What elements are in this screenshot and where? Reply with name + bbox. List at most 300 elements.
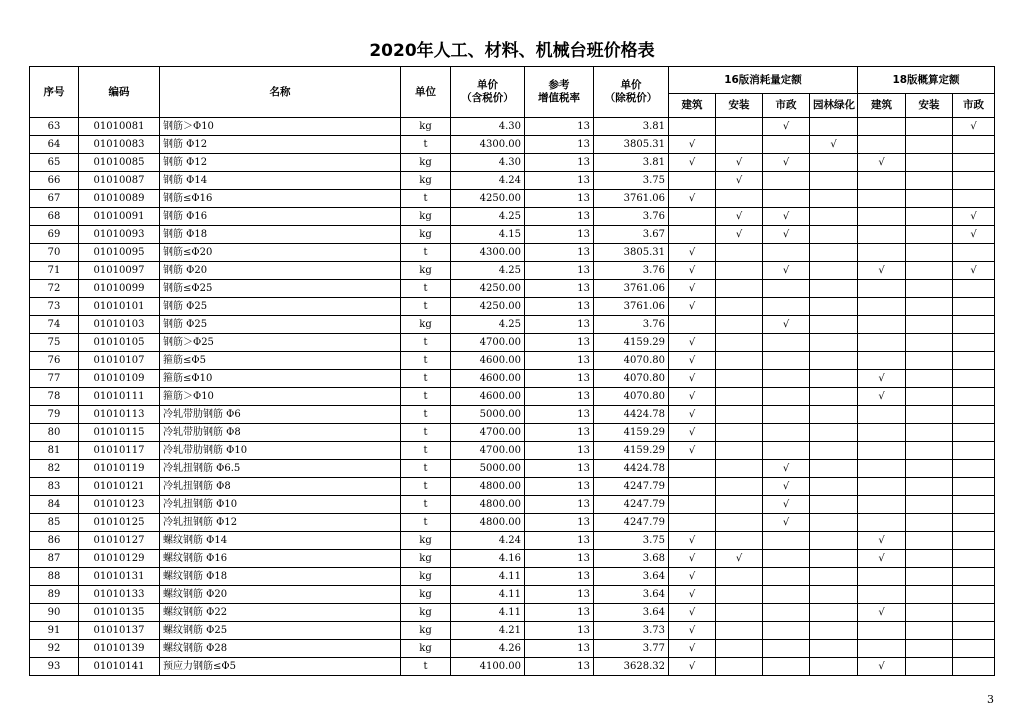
check-16-install	[716, 208, 763, 226]
check-mark-icon: √	[688, 535, 696, 546]
cell-price-tax-incl: 4800.00	[451, 478, 525, 496]
table-row	[30, 334, 995, 352]
cell-name: 冷轧带肋钢筋 Φ8	[160, 424, 401, 442]
cell-code: 01010107	[79, 352, 160, 370]
check-16-municipal	[763, 622, 810, 640]
check-16-municipal	[763, 550, 810, 568]
header-price-tax-incl-line2: （含税价）	[461, 92, 514, 104]
check-16-municipal	[763, 406, 810, 424]
check-18-install	[906, 118, 953, 136]
check-16-install	[716, 550, 763, 568]
cell-seq: 67	[30, 190, 79, 208]
check-18-install	[906, 190, 953, 208]
check-18-municipal	[953, 352, 995, 370]
check-16-landscape	[810, 190, 858, 208]
cell-price-tax-excl: 3.68	[594, 550, 669, 568]
cell-seq: 89	[30, 586, 79, 604]
check-16-building	[669, 406, 716, 424]
cell-price-tax-excl: 3.77	[594, 640, 669, 658]
check-18-building	[858, 136, 906, 154]
check-mark-icon: √	[782, 499, 790, 510]
header-price-tax-excl	[594, 67, 669, 118]
check-16-building	[669, 136, 716, 154]
check-mark-icon: √	[970, 229, 977, 240]
cell-price-tax-excl: 3.64	[594, 586, 669, 604]
check-18-building	[858, 478, 906, 496]
check-16-building	[669, 658, 716, 676]
cell-unit: kg	[401, 550, 451, 568]
cell-code: 01010115	[79, 424, 160, 442]
check-18-install	[906, 658, 953, 676]
cell-price-tax-incl: 5000.00	[451, 460, 525, 478]
cell-vat-rate: 13	[525, 640, 594, 658]
check-16-landscape	[810, 352, 858, 370]
cell-price-tax-incl: 4250.00	[451, 298, 525, 316]
cell-seq: 65	[30, 154, 79, 172]
cell-seq: 78	[30, 388, 79, 406]
check-mark-icon: √	[688, 409, 696, 420]
cell-name: 冷轧扭钢筋 Φ8	[160, 478, 401, 496]
cell-price-tax-excl: 3761.06	[594, 190, 669, 208]
cell-price-tax-incl: 4600.00	[451, 352, 525, 370]
cell-seq: 73	[30, 298, 79, 316]
cell-code: 01010111	[79, 388, 160, 406]
check-16-municipal	[763, 460, 810, 478]
check-16-landscape	[810, 460, 858, 478]
cell-vat-rate: 13	[525, 532, 594, 550]
table-row	[30, 136, 995, 154]
check-18-municipal	[953, 478, 995, 496]
check-16-install	[716, 406, 763, 424]
cell-seq: 71	[30, 262, 79, 280]
cell-code: 01010083	[79, 136, 160, 154]
header-18-municipal: 市政	[953, 94, 995, 118]
cell-seq: 90	[30, 604, 79, 622]
check-mark-icon: √	[688, 373, 696, 384]
cell-seq: 68	[30, 208, 79, 226]
check-16-municipal	[763, 190, 810, 208]
cell-name: 螺纹钢筋 Φ14	[160, 532, 401, 550]
cell-price-tax-incl: 5000.00	[451, 406, 525, 424]
check-18-building	[858, 172, 906, 190]
cell-price-tax-excl: 4070.80	[594, 352, 669, 370]
cell-price-tax-incl: 4.30	[451, 154, 525, 172]
check-18-building	[858, 262, 906, 280]
check-18-install	[906, 586, 953, 604]
table-body	[30, 118, 995, 676]
cell-vat-rate: 13	[525, 442, 594, 460]
check-mark-icon: √	[688, 571, 696, 582]
table-header	[30, 67, 995, 118]
check-16-install	[716, 244, 763, 262]
cell-name: 钢筋≤Φ16	[160, 190, 401, 208]
check-16-landscape	[810, 514, 858, 532]
cell-seq: 63	[30, 118, 79, 136]
check-16-landscape	[810, 262, 858, 280]
table-row	[30, 658, 995, 676]
check-16-building	[669, 298, 716, 316]
cell-price-tax-incl: 4700.00	[451, 334, 525, 352]
cell-price-tax-excl: 4159.29	[594, 424, 669, 442]
cell-price-tax-incl: 4.21	[451, 622, 525, 640]
table-row	[30, 226, 995, 244]
cell-price-tax-incl: 4.25	[451, 316, 525, 334]
cell-price-tax-excl: 4247.79	[594, 496, 669, 514]
check-16-building	[669, 208, 716, 226]
cell-price-tax-excl: 3.64	[594, 568, 669, 586]
table-row	[30, 478, 995, 496]
cell-price-tax-incl: 4300.00	[451, 244, 525, 262]
check-16-landscape	[810, 118, 858, 136]
check-16-municipal	[763, 496, 810, 514]
check-16-install	[716, 226, 763, 244]
cell-seq: 82	[30, 460, 79, 478]
check-18-municipal	[953, 388, 995, 406]
check-16-install	[716, 388, 763, 406]
check-18-building	[858, 370, 906, 388]
check-18-municipal	[953, 136, 995, 154]
cell-code: 01010101	[79, 298, 160, 316]
check-18-building	[858, 226, 906, 244]
check-18-building	[858, 388, 906, 406]
cell-seq: 66	[30, 172, 79, 190]
table-row	[30, 424, 995, 442]
check-18-building	[858, 640, 906, 658]
table-row	[30, 316, 995, 334]
cell-seq: 70	[30, 244, 79, 262]
table-row	[30, 190, 995, 208]
header-18-install: 安装	[906, 94, 953, 118]
cell-vat-rate: 13	[525, 658, 594, 676]
cell-name: 冷轧扭钢筋 Φ10	[160, 496, 401, 514]
check-16-landscape	[810, 424, 858, 442]
check-18-municipal	[953, 622, 995, 640]
check-mark-icon: √	[688, 427, 696, 438]
cell-code: 01010137	[79, 622, 160, 640]
check-16-landscape	[810, 532, 858, 550]
cell-price-tax-excl: 4159.29	[594, 334, 669, 352]
check-16-install	[716, 118, 763, 136]
check-16-landscape	[810, 388, 858, 406]
cell-unit: t	[401, 352, 451, 370]
check-16-building	[669, 370, 716, 388]
check-16-landscape	[810, 442, 858, 460]
check-16-install	[716, 568, 763, 586]
cell-code: 01010099	[79, 280, 160, 298]
cell-name: 钢筋 Φ12	[160, 136, 401, 154]
check-mark-icon: √	[688, 265, 696, 276]
cell-name: 箍筋≤Φ10	[160, 370, 401, 388]
cell-seq: 77	[30, 370, 79, 388]
check-18-municipal	[953, 244, 995, 262]
check-16-landscape	[810, 604, 858, 622]
cell-vat-rate: 13	[525, 118, 594, 136]
check-18-municipal	[953, 460, 995, 478]
cell-name: 钢筋 Φ25	[160, 316, 401, 334]
header-price-tax-excl-line1: 单价	[620, 79, 642, 91]
check-16-install	[716, 172, 763, 190]
cell-price-tax-excl: 4070.80	[594, 388, 669, 406]
cell-price-tax-incl: 4.25	[451, 208, 525, 226]
check-18-municipal	[953, 334, 995, 352]
check-16-building	[669, 514, 716, 532]
cell-unit: kg	[401, 622, 451, 640]
check-16-install	[716, 280, 763, 298]
check-16-building	[669, 532, 716, 550]
check-18-municipal	[953, 226, 995, 244]
cell-code: 01010109	[79, 370, 160, 388]
check-16-building	[669, 118, 716, 136]
cell-seq: 86	[30, 532, 79, 550]
check-mark-icon: √	[782, 157, 790, 168]
check-18-municipal	[953, 208, 995, 226]
cell-code: 01010117	[79, 442, 160, 460]
header-price-tax-excl-line2: （除税价）	[604, 92, 658, 104]
table-row	[30, 460, 995, 478]
table-row	[30, 442, 995, 460]
cell-unit: t	[401, 460, 451, 478]
check-mark-icon: √	[782, 211, 790, 222]
check-16-building	[669, 244, 716, 262]
check-18-install	[906, 406, 953, 424]
cell-unit: t	[401, 370, 451, 388]
check-18-municipal	[953, 658, 995, 676]
cell-price-tax-incl: 4700.00	[451, 424, 525, 442]
cell-seq: 80	[30, 424, 79, 442]
check-18-building	[858, 442, 906, 460]
cell-name: 钢筋＞Φ10	[160, 118, 401, 136]
check-mark-icon: √	[830, 139, 837, 150]
cell-code: 01010097	[79, 262, 160, 280]
cell-unit: t	[401, 424, 451, 442]
check-16-landscape	[810, 640, 858, 658]
check-mark-icon: √	[688, 139, 696, 150]
cell-vat-rate: 13	[525, 514, 594, 532]
cell-code: 01010121	[79, 478, 160, 496]
check-18-building	[858, 244, 906, 262]
cell-name: 冷轧扭钢筋 Φ12	[160, 514, 401, 532]
check-18-install	[906, 298, 953, 316]
cell-price-tax-excl: 3761.06	[594, 298, 669, 316]
check-mark-icon: √	[878, 265, 885, 276]
check-16-landscape	[810, 334, 858, 352]
check-16-install	[716, 154, 763, 172]
check-18-municipal	[953, 118, 995, 136]
header-vat-rate-line1: 参考	[548, 79, 570, 91]
check-mark-icon: √	[735, 553, 743, 564]
check-18-municipal	[953, 550, 995, 568]
check-mark-icon: √	[878, 607, 885, 618]
cell-unit: t	[401, 190, 451, 208]
cell-unit: t	[401, 406, 451, 424]
check-16-building	[669, 496, 716, 514]
table-row	[30, 154, 995, 172]
check-18-building	[858, 118, 906, 136]
check-mark-icon: √	[688, 607, 696, 618]
cell-price-tax-incl: 4250.00	[451, 190, 525, 208]
cell-vat-rate: 13	[525, 172, 594, 190]
cell-name: 预应力钢筋≤Φ5	[160, 658, 401, 676]
check-mark-icon: √	[688, 445, 696, 456]
check-mark-icon: √	[688, 247, 696, 258]
table-row	[30, 568, 995, 586]
check-16-install	[716, 190, 763, 208]
table-row	[30, 514, 995, 532]
check-18-install	[906, 208, 953, 226]
cell-price-tax-excl: 3.75	[594, 532, 669, 550]
check-16-landscape	[810, 370, 858, 388]
check-mark-icon: √	[688, 391, 696, 402]
check-mark-icon: √	[688, 643, 696, 654]
check-mark-icon: √	[878, 661, 885, 672]
check-16-municipal	[763, 172, 810, 190]
check-18-install	[906, 334, 953, 352]
check-18-install	[906, 370, 953, 388]
table-row	[30, 532, 995, 550]
cell-seq: 64	[30, 136, 79, 154]
check-18-building	[858, 316, 906, 334]
check-mark-icon: √	[782, 481, 790, 492]
cell-unit: t	[401, 442, 451, 460]
check-18-building	[858, 532, 906, 550]
table-row	[30, 172, 995, 190]
check-16-municipal	[763, 118, 810, 136]
cell-code: 01010139	[79, 640, 160, 658]
cell-unit: t	[401, 388, 451, 406]
cell-vat-rate: 13	[525, 460, 594, 478]
check-mark-icon: √	[688, 157, 696, 168]
check-16-municipal	[763, 280, 810, 298]
cell-price-tax-excl: 4159.29	[594, 442, 669, 460]
check-18-municipal	[953, 316, 995, 334]
check-mark-icon: √	[970, 211, 977, 222]
check-16-building	[669, 442, 716, 460]
cell-vat-rate: 13	[525, 244, 594, 262]
check-mark-icon: √	[970, 121, 977, 132]
table-row	[30, 550, 995, 568]
cell-unit: kg	[401, 568, 451, 586]
cell-price-tax-incl: 4.11	[451, 568, 525, 586]
cell-code: 01010135	[79, 604, 160, 622]
cell-price-tax-incl: 4.30	[451, 118, 525, 136]
header-code: 编码	[79, 67, 160, 118]
cell-code: 01010081	[79, 118, 160, 136]
check-18-install	[906, 388, 953, 406]
cell-price-tax-incl: 4.15	[451, 226, 525, 244]
check-18-install	[906, 460, 953, 478]
check-18-municipal	[953, 496, 995, 514]
cell-seq: 83	[30, 478, 79, 496]
table-row	[30, 370, 995, 388]
cell-vat-rate: 13	[525, 262, 594, 280]
cell-name: 钢筋≤Φ20	[160, 244, 401, 262]
check-18-municipal	[953, 604, 995, 622]
check-mark-icon: √	[688, 589, 696, 600]
check-16-landscape	[810, 280, 858, 298]
cell-price-tax-incl: 4700.00	[451, 442, 525, 460]
check-16-municipal	[763, 604, 810, 622]
check-18-building	[858, 406, 906, 424]
cell-price-tax-incl: 4.16	[451, 550, 525, 568]
cell-unit: kg	[401, 172, 451, 190]
check-18-install	[906, 550, 953, 568]
cell-code: 01010113	[79, 406, 160, 424]
check-16-municipal	[763, 568, 810, 586]
cell-name: 钢筋＞Φ25	[160, 334, 401, 352]
cell-seq: 92	[30, 640, 79, 658]
cell-price-tax-incl: 4800.00	[451, 496, 525, 514]
check-16-install	[716, 424, 763, 442]
table-row	[30, 208, 995, 226]
check-18-building	[858, 586, 906, 604]
cell-price-tax-excl: 4424.78	[594, 406, 669, 424]
check-16-landscape	[810, 298, 858, 316]
header-16-landscape: 园林绿化	[810, 94, 858, 118]
check-16-municipal	[763, 208, 810, 226]
cell-code: 01010141	[79, 658, 160, 676]
check-mark-icon: √	[688, 193, 696, 204]
check-18-municipal	[953, 442, 995, 460]
check-18-install	[906, 262, 953, 280]
cell-vat-rate: 13	[525, 622, 594, 640]
cell-code: 01010105	[79, 334, 160, 352]
cell-name: 钢筋≤Φ25	[160, 280, 401, 298]
check-18-install	[906, 514, 953, 532]
check-16-building	[669, 190, 716, 208]
check-18-install	[906, 352, 953, 370]
cell-code: 01010125	[79, 514, 160, 532]
cell-unit: kg	[401, 226, 451, 244]
header-price-tax-incl	[451, 67, 525, 118]
check-mark-icon: √	[735, 175, 743, 186]
check-18-building	[858, 208, 906, 226]
cell-unit: t	[401, 334, 451, 352]
check-16-building	[669, 280, 716, 298]
cell-unit: kg	[401, 262, 451, 280]
header-16-municipal: 市政	[763, 94, 810, 118]
cell-price-tax-incl: 4.24	[451, 172, 525, 190]
check-16-building	[669, 622, 716, 640]
cell-name: 钢筋 Φ18	[160, 226, 401, 244]
check-18-municipal	[953, 172, 995, 190]
check-mark-icon: √	[782, 319, 790, 330]
cell-seq: 81	[30, 442, 79, 460]
check-16-landscape	[810, 136, 858, 154]
check-16-municipal	[763, 478, 810, 496]
check-18-municipal	[953, 586, 995, 604]
check-18-building	[858, 424, 906, 442]
check-mark-icon: √	[688, 553, 696, 564]
check-16-install	[716, 262, 763, 280]
check-18-municipal	[953, 370, 995, 388]
cell-vat-rate: 13	[525, 298, 594, 316]
check-16-install	[716, 334, 763, 352]
check-18-install	[906, 172, 953, 190]
cell-code: 01010123	[79, 496, 160, 514]
check-mark-icon: √	[688, 283, 696, 294]
table-row	[30, 496, 995, 514]
check-16-install	[716, 658, 763, 676]
check-mark-icon: √	[878, 391, 885, 402]
cell-vat-rate: 13	[525, 208, 594, 226]
cell-unit: t	[401, 514, 451, 532]
check-mark-icon: √	[878, 157, 885, 168]
header-name: 名称	[160, 67, 401, 118]
check-16-municipal	[763, 262, 810, 280]
cell-unit: t	[401, 136, 451, 154]
check-16-building	[669, 352, 716, 370]
check-18-install	[906, 226, 953, 244]
